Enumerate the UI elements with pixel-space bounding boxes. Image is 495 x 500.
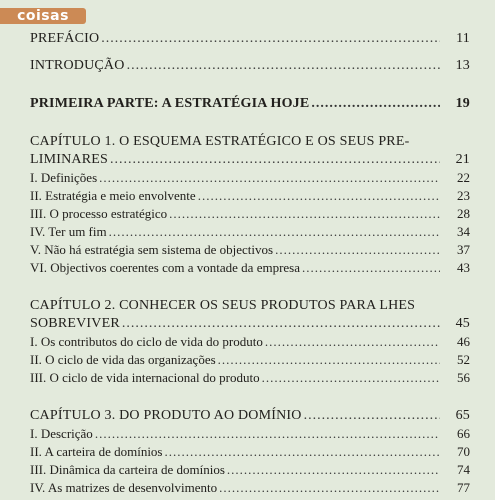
leader-dots xyxy=(169,205,440,223)
page-number: 13 xyxy=(455,58,470,73)
page-number: 52 xyxy=(457,352,470,367)
leader-dots xyxy=(262,369,440,387)
entry-label: VI. Objectivos coerentes com a vontade da empresa xyxy=(30,260,301,275)
page-number: 45 xyxy=(455,316,470,331)
leader-dots xyxy=(227,461,440,479)
toc-section[interactable] xyxy=(30,169,470,187)
entry-label: PRIMEIRA PARTE: A ESTRATÉGIA HOJE xyxy=(30,96,310,111)
page-number: 43 xyxy=(457,260,470,275)
watermark-logo: coisas xyxy=(0,8,86,24)
toc-section[interactable] xyxy=(30,259,470,277)
toc-section[interactable] xyxy=(30,443,470,461)
toc-section[interactable] xyxy=(30,425,470,443)
page-number: 66 xyxy=(457,426,470,441)
toc-section[interactable] xyxy=(30,223,470,241)
entry-label: V. Não há estratégia sem sistema de objectivos xyxy=(30,242,274,257)
leader-dots xyxy=(101,30,440,48)
leader-dots xyxy=(109,223,440,241)
entry-label: II. A carteira de domínios xyxy=(30,444,163,459)
leader-dots xyxy=(95,425,440,443)
toc-section[interactable] xyxy=(30,479,470,497)
leader-dots xyxy=(122,315,440,333)
entry-label: I. Descrição xyxy=(30,426,93,441)
leader-dots xyxy=(304,407,440,425)
toc-section[interactable] xyxy=(30,461,470,479)
toc-section[interactable] xyxy=(30,205,470,223)
leader-dots xyxy=(311,95,440,113)
entry-label: INTRODUÇÃO xyxy=(30,58,125,73)
page-number: 22 xyxy=(457,170,470,185)
toc-chapter-2[interactable] xyxy=(30,315,470,333)
leader-dots xyxy=(219,479,440,497)
leader-dots xyxy=(302,259,440,277)
chapter-2-title-line1: CAPÍTULO 2. CONHECER OS SEUS PRODUTOS PARA LHES xyxy=(30,298,416,313)
page-number: 56 xyxy=(457,370,470,385)
page-number: 46 xyxy=(457,334,470,349)
entry-label: III. O processo estratégico xyxy=(30,206,168,221)
toc-part-one[interactable] xyxy=(30,95,470,113)
entry-label: II. O ciclo de vida das organizações xyxy=(30,352,216,367)
page-number: 70 xyxy=(457,444,470,459)
page-number: 37 xyxy=(457,242,470,257)
chapter-1-title-line1: CAPÍTULO 1. O ESQUEMA ESTRATÉGICO E OS SEUS PRE- xyxy=(30,134,410,149)
toc-entry-introducao[interactable] xyxy=(30,57,470,75)
entry-label: IV. As matrizes de desenvolvimento xyxy=(30,480,218,495)
entry-label: III. Dinâmica da carteira de domínios xyxy=(30,462,225,477)
toc-section[interactable] xyxy=(30,351,470,369)
entry-label: PREFÁCIO xyxy=(30,31,100,46)
page-number: 34 xyxy=(457,224,470,239)
toc-section[interactable] xyxy=(30,369,470,387)
toc-chapter-3[interactable] xyxy=(30,407,470,425)
leader-dots xyxy=(265,333,440,351)
toc-section[interactable] xyxy=(30,187,470,205)
leader-dots xyxy=(127,57,440,75)
entry-label: I. Os contributos do ciclo de vida do produto xyxy=(30,334,263,349)
toc-section[interactable] xyxy=(30,241,470,259)
leader-dots xyxy=(218,351,440,369)
entry-label: CAPÍTULO 3. DO PRODUTO AO DOMÍNIO xyxy=(30,408,302,423)
page-number: 28 xyxy=(457,206,470,221)
entry-label: SOBREVIVER xyxy=(30,316,120,331)
page-number: 77 xyxy=(457,480,470,495)
leader-dots xyxy=(99,169,440,187)
leader-dots xyxy=(110,151,440,169)
toc-chapter-1[interactable] xyxy=(30,151,470,169)
entry-label: II. Estratégia e meio envolvente xyxy=(30,188,196,203)
page-number: 11 xyxy=(456,31,470,46)
leader-dots xyxy=(165,443,441,461)
entry-label: IV. Ter um fim xyxy=(30,224,107,239)
leader-dots xyxy=(275,241,440,259)
toc-entry-prefacio[interactable] xyxy=(30,30,470,48)
entry-label: I. Definições xyxy=(30,170,98,185)
page-number: 65 xyxy=(455,408,470,423)
table-of-contents xyxy=(30,30,470,497)
toc-section[interactable] xyxy=(30,333,470,351)
page-number: 23 xyxy=(457,188,470,203)
page-number: 19 xyxy=(455,96,470,111)
entry-label: III. O ciclo de vida internacional do produto xyxy=(30,370,260,385)
page-number: 74 xyxy=(457,462,470,477)
leader-dots xyxy=(198,187,440,205)
entry-label: LIMINARES xyxy=(30,152,109,167)
page-number: 21 xyxy=(455,152,470,167)
